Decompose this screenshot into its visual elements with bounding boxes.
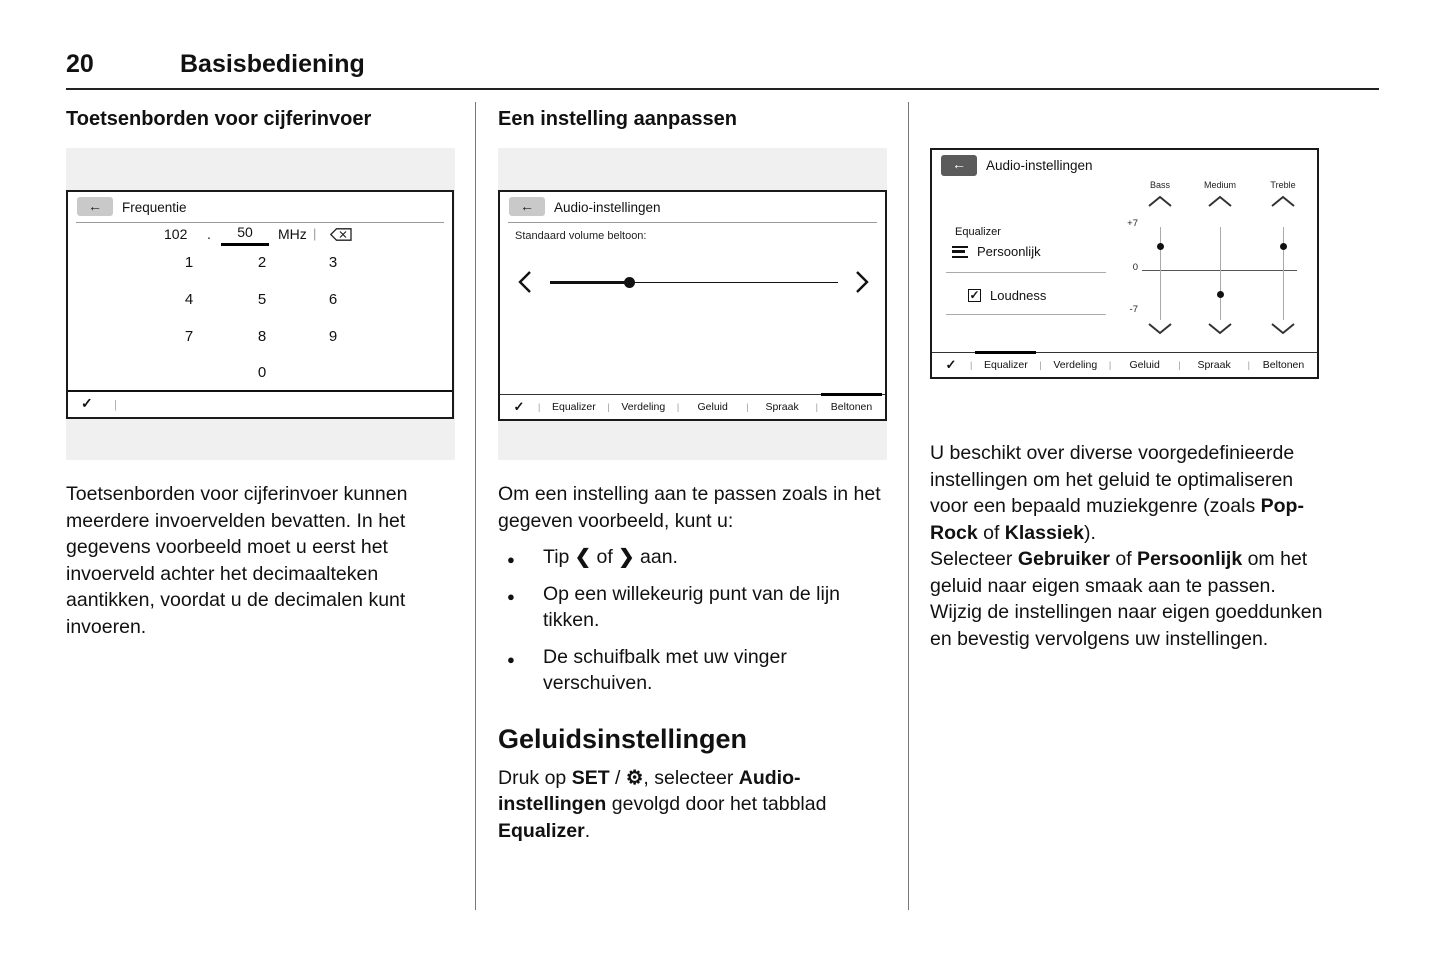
eq-band-line bbox=[1160, 227, 1161, 320]
col2-heading: Een instelling aanpassen bbox=[498, 108, 737, 130]
preset-label: Persoonlijk bbox=[977, 244, 1041, 259]
col2-sound-paragraph: Druk op SET / ⚙, selecteer Audio-instellingen gevolgd door het tabblad Equalizer. bbox=[498, 766, 827, 842]
col1-heading: Toetsenborden voor cijferinvoer bbox=[66, 108, 372, 130]
loudness-row bbox=[968, 288, 1046, 303]
back-button bbox=[509, 197, 545, 216]
key-1: 1 bbox=[184, 254, 194, 271]
eq-band-dot-medium bbox=[1217, 291, 1224, 298]
list-item bbox=[498, 644, 894, 697]
col3-body bbox=[930, 440, 1326, 652]
tab-separator: | bbox=[1247, 360, 1250, 370]
column-divider bbox=[475, 102, 476, 910]
tab-beltonen: Beltonen bbox=[1262, 358, 1305, 371]
chevron-down-icon bbox=[1270, 322, 1296, 335]
col3-paragraph-1: U beschikt over diverse voorgedefinieerde instellingen om het geluid te optimaliseren voor een bepaald muziekgenre (zoals Pop-Rock of Klassiek). bbox=[930, 442, 1304, 544]
band-label-bass: Bass bbox=[1149, 180, 1170, 190]
chevron-up-icon bbox=[1207, 195, 1233, 208]
tab-spraak: Spraak bbox=[1197, 358, 1231, 371]
key-7: 7 bbox=[184, 328, 194, 345]
key-3: 3 bbox=[328, 254, 338, 271]
scale-label-zero: 0 bbox=[1132, 262, 1138, 273]
field-separator: | bbox=[313, 226, 317, 241]
back-arrow-icon: ← bbox=[520, 198, 534, 214]
chevron-up-icon bbox=[1147, 195, 1173, 208]
col1-paragraph: Toetsenborden voor cijferinvoer kunnen meerdere invoervelden bevatten. In het gegevens voorbeeld moet u eerst het invoerveld achter het decimaalteken aantikken, voordat u de decimalen kunt invoeren. bbox=[66, 483, 408, 638]
screen-title: Frequentie bbox=[122, 200, 187, 215]
back-arrow-icon: ← bbox=[88, 198, 102, 214]
back-button bbox=[941, 155, 977, 176]
back-button bbox=[77, 197, 113, 216]
list-item bbox=[498, 544, 894, 571]
column-divider bbox=[908, 102, 909, 910]
key-2: 2 bbox=[257, 254, 267, 271]
frequency-integer-field: 102 bbox=[164, 226, 188, 242]
header-divider bbox=[508, 222, 877, 223]
chevron-down-icon bbox=[1147, 322, 1173, 335]
tab-separator: | bbox=[746, 402, 749, 412]
col2-body bbox=[498, 481, 894, 844]
volume-slider bbox=[500, 270, 885, 294]
confirm-check-icon: ✓ bbox=[945, 357, 957, 372]
tab-verdeling: Verdeling bbox=[1053, 358, 1098, 371]
loudness-checkbox: ✓ bbox=[969, 288, 980, 302]
tab-separator: | bbox=[1178, 360, 1181, 370]
bottom-divider bbox=[68, 390, 452, 392]
key-9: 9 bbox=[328, 328, 338, 345]
key-4: 4 bbox=[184, 291, 194, 308]
screen-title: Audio-instellingen bbox=[986, 158, 1093, 173]
equalizer-section-label: Equalizer bbox=[955, 226, 1001, 238]
settings-tabbar bbox=[500, 394, 885, 419]
confirm-check-icon: ✓ bbox=[81, 395, 93, 411]
key-8: 8 bbox=[257, 328, 267, 345]
tab-spraak: Spraak bbox=[765, 400, 799, 413]
slider-handle bbox=[624, 277, 635, 288]
frequency-unit-label: MHz bbox=[278, 226, 307, 242]
slider-track bbox=[628, 282, 838, 284]
tab-separator: | bbox=[970, 360, 973, 370]
page-title: Basisbediening bbox=[180, 50, 365, 78]
audio-settings-panel bbox=[498, 190, 887, 421]
key-5: 5 bbox=[257, 291, 267, 308]
decimal-separator: . bbox=[207, 226, 211, 242]
chevron-down-icon bbox=[1207, 322, 1233, 335]
instruction-list bbox=[498, 544, 894, 697]
volume-label: Standaard volume beltoon: bbox=[515, 230, 647, 242]
bullet-text: Tip ❮ of ❯ aan. bbox=[543, 546, 678, 568]
chevron-up-icon bbox=[1270, 195, 1296, 208]
tab-geluid: Geluid bbox=[1129, 358, 1160, 371]
tab-separator: | bbox=[1108, 360, 1112, 370]
list-item bbox=[498, 581, 894, 634]
confirm-check-icon: ✓ bbox=[513, 399, 525, 414]
col2-intro: Om een instelling aan te passen zoals in het gegeven voorbeeld, kunt u: bbox=[498, 483, 881, 532]
equalizer-panel bbox=[930, 148, 1319, 379]
band-label-treble: Treble bbox=[1270, 180, 1296, 190]
section-heading: Geluidsinstellingen bbox=[498, 723, 748, 754]
scale-label-minus7: -7 bbox=[1129, 304, 1138, 315]
frequency-keypad-panel bbox=[66, 190, 454, 419]
page-number: 20 bbox=[66, 50, 94, 78]
key-6: 6 bbox=[328, 291, 338, 308]
col3-paragraph-2: Selecteer Gebruiker of Persoonlijk om het geluid naar eigen smaak aan te passen. Wijzig de instellingen naar eigen goeddunken en bevestig vervolgens uw instellingen. bbox=[930, 548, 1323, 650]
chevron-left-icon bbox=[518, 270, 532, 299]
tab-separator: | bbox=[676, 402, 680, 412]
tab-geluid: Geluid bbox=[697, 400, 728, 413]
row-divider bbox=[946, 272, 1106, 273]
header-rule bbox=[66, 88, 1379, 90]
bullet-text: De schuifbalk met uw vinger verschuiven. bbox=[543, 645, 787, 694]
eq-band-line bbox=[1220, 227, 1221, 320]
tab-separator: | bbox=[607, 402, 610, 412]
tab-beltonen: Beltonen bbox=[818, 396, 885, 419]
frequency-decimal-field: 50 bbox=[221, 224, 269, 246]
chevron-right-icon bbox=[855, 270, 869, 299]
backspace-icon bbox=[330, 228, 352, 246]
eq-band-dot-treble bbox=[1280, 243, 1287, 250]
key-0: 0 bbox=[257, 364, 267, 381]
bullet-text: Op een willekeurig punt van de lijn tikken. bbox=[543, 582, 841, 631]
preset-row bbox=[952, 244, 1041, 259]
tab-separator: | bbox=[815, 402, 818, 412]
tab-separator: | bbox=[1039, 360, 1042, 370]
eq-band-line bbox=[1283, 227, 1284, 320]
confirm-separator: | bbox=[114, 399, 117, 411]
loudness-label: Loudness bbox=[990, 288, 1047, 303]
band-label-medium: Medium bbox=[1203, 180, 1236, 190]
screen-title: Audio-instellingen bbox=[554, 200, 661, 215]
col1-body bbox=[66, 481, 462, 640]
preset-list-icon bbox=[952, 246, 968, 258]
tab-verdeling: Verdeling bbox=[621, 400, 666, 413]
header-divider bbox=[76, 222, 444, 223]
tab-equalizer: Equalizer bbox=[551, 400, 596, 413]
back-arrow-icon: ← bbox=[952, 156, 966, 172]
settings-tabbar bbox=[932, 352, 1317, 377]
tab-separator: | bbox=[538, 402, 541, 412]
eq-band-dot-bass bbox=[1157, 243, 1164, 250]
row-divider bbox=[946, 314, 1106, 315]
slider-track-filled bbox=[550, 281, 628, 284]
scale-label-plus7: +7 bbox=[1127, 218, 1138, 229]
tab-equalizer: Equalizer bbox=[972, 354, 1039, 377]
